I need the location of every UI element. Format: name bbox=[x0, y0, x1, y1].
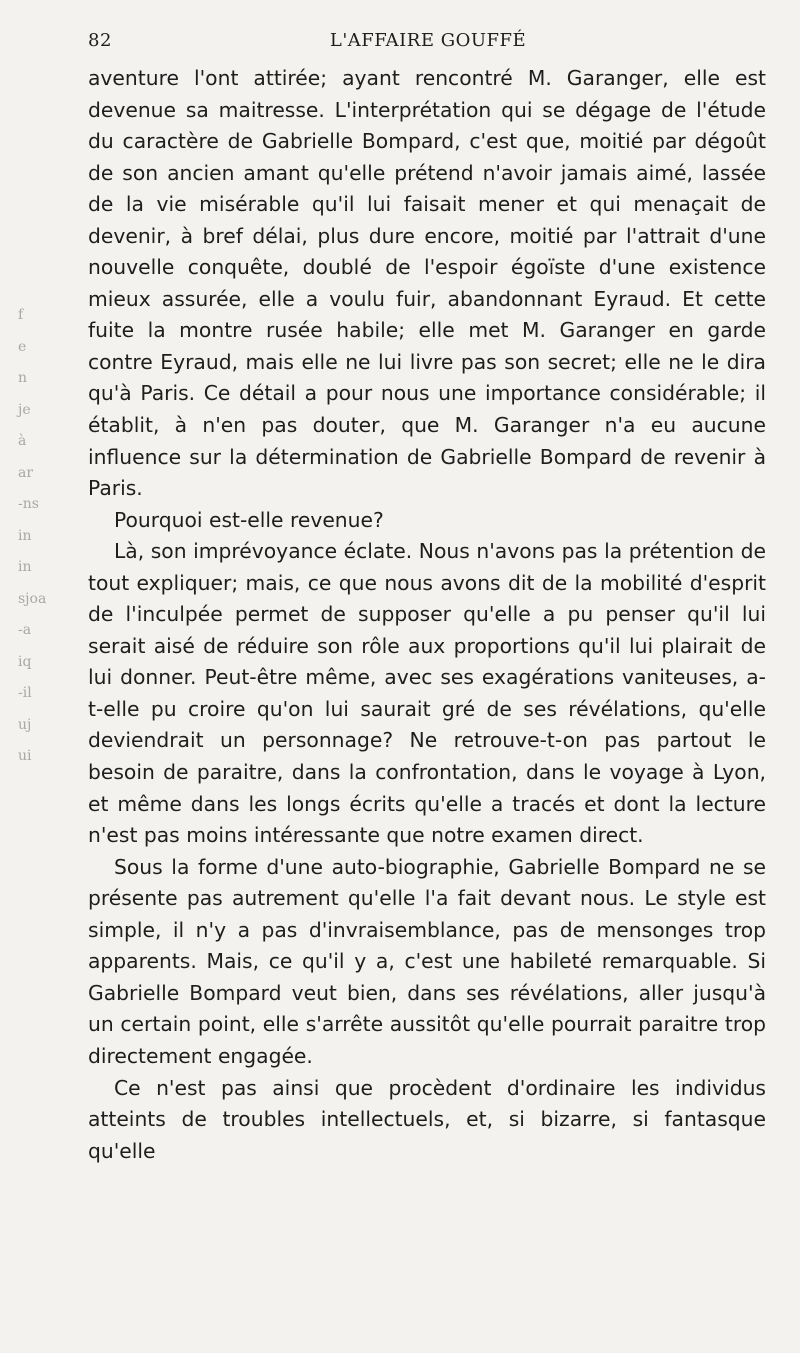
margin-mark: f bbox=[18, 307, 24, 323]
margin-mark: in bbox=[18, 527, 32, 544]
page-header bbox=[88, 30, 768, 60]
margin-mark: uj bbox=[18, 716, 32, 733]
running-title: L'AFFAIRE GOUFFÉ bbox=[329, 30, 527, 51]
margin-mark: je bbox=[18, 401, 31, 418]
margin-mark: sjoa bbox=[18, 590, 47, 607]
margin-mark: -a bbox=[18, 622, 32, 638]
margin-mark: -ns bbox=[18, 496, 39, 512]
margin-mark: in bbox=[18, 559, 32, 575]
paragraph: Pourquoi est-elle revenue? bbox=[114, 507, 384, 532]
margin-mark: -il bbox=[18, 685, 32, 701]
margin-mark: iq bbox=[18, 653, 32, 670]
page-body bbox=[88, 63, 766, 1167]
margin-mark: n bbox=[18, 370, 28, 386]
paragraph: Ce n'est pas ainsi que procèdent d'ordinaire les individus atteints de troubles intellectuels, et, si bizarre, si fantasque qu'elle bbox=[88, 1075, 766, 1163]
paragraph: aventure l'ont attirée; ayant rencontré M. Garanger, elle est devenue sa maitresse. L'interprétation qui se dégage de l'étude du caractère de Gabrielle Bompard, c'est que, moitié par dégoût de son ancien amant qu'elle prétend n'avoir jamais aimé, lassée de la vie misérable qu'il lui faisait mener et qui menaçait de devenir, à bref délai, plus dure encore, moitié par l'attrait d'une nouvelle conquête, doublé de l'espoir égoïste d'une existence mieux assurée, elle a voulu fuir, abandonnant Eyraud. Et cette fuite la montre rusée habile; elle met M. Garanger en garde contre Eyraud, mais elle ne lui livre pas son secret; elle ne le dira qu'à Paris. Ce détail a pour nous une importance considérable; il établit, à n'en pas douter, que M. Garanger n'a eu aucune influence sur la détermination de Gabrielle Bompard de revenir à Paris. bbox=[88, 66, 766, 501]
page-number: 82 bbox=[88, 30, 112, 51]
margin-mark: à bbox=[18, 433, 27, 449]
margin-bleed-through bbox=[18, 300, 73, 773]
paragraph: Sous la forme d'une auto-biographie, Gabrielle Bompard ne se présente pas autrement qu'elle l'a fait devant nous. Le style est simple, il n'y a pas d'invraisemblance, pas de mensonges trop apparents. Mais, ce qu'il y a, c'est une habileté remarquable. Si Gabrielle Bompard veut bien, dans ses révélations, aller jusqu'à un certain point, elle s'arrête aussitôt qu'elle pourrait paraitre trop directement engagée. bbox=[88, 854, 766, 1068]
paragraph: Là, son imprévoyance éclate. Nous n'avons pas la prétention de tout expliquer; mais, ce que nous avons dit de la mobilité d'esprit de l'inculpée permet de supposer qu'elle a pu penser qu'il lui serait aisé de réduire son rôle aux proportions qu'il lui plairait de lui donner. Peut-être même, avec ses exagérations vaniteuses, a-t-elle pu croire qu'on lui saurait gré de ses révélations, qu'elle deviendrait un personnage? Ne retrouve-t-on pas partout le besoin de paraitre, dans la confrontation, dans le voyage à Lyon, et même dans les longs écrits qu'elle a tracés et dont la lecture n'est pas moins intéressante que notre examen direct. bbox=[88, 539, 766, 848]
margin-mark: ar bbox=[18, 464, 34, 481]
margin-mark: e bbox=[18, 338, 27, 355]
margin-mark: ui bbox=[18, 748, 32, 764]
